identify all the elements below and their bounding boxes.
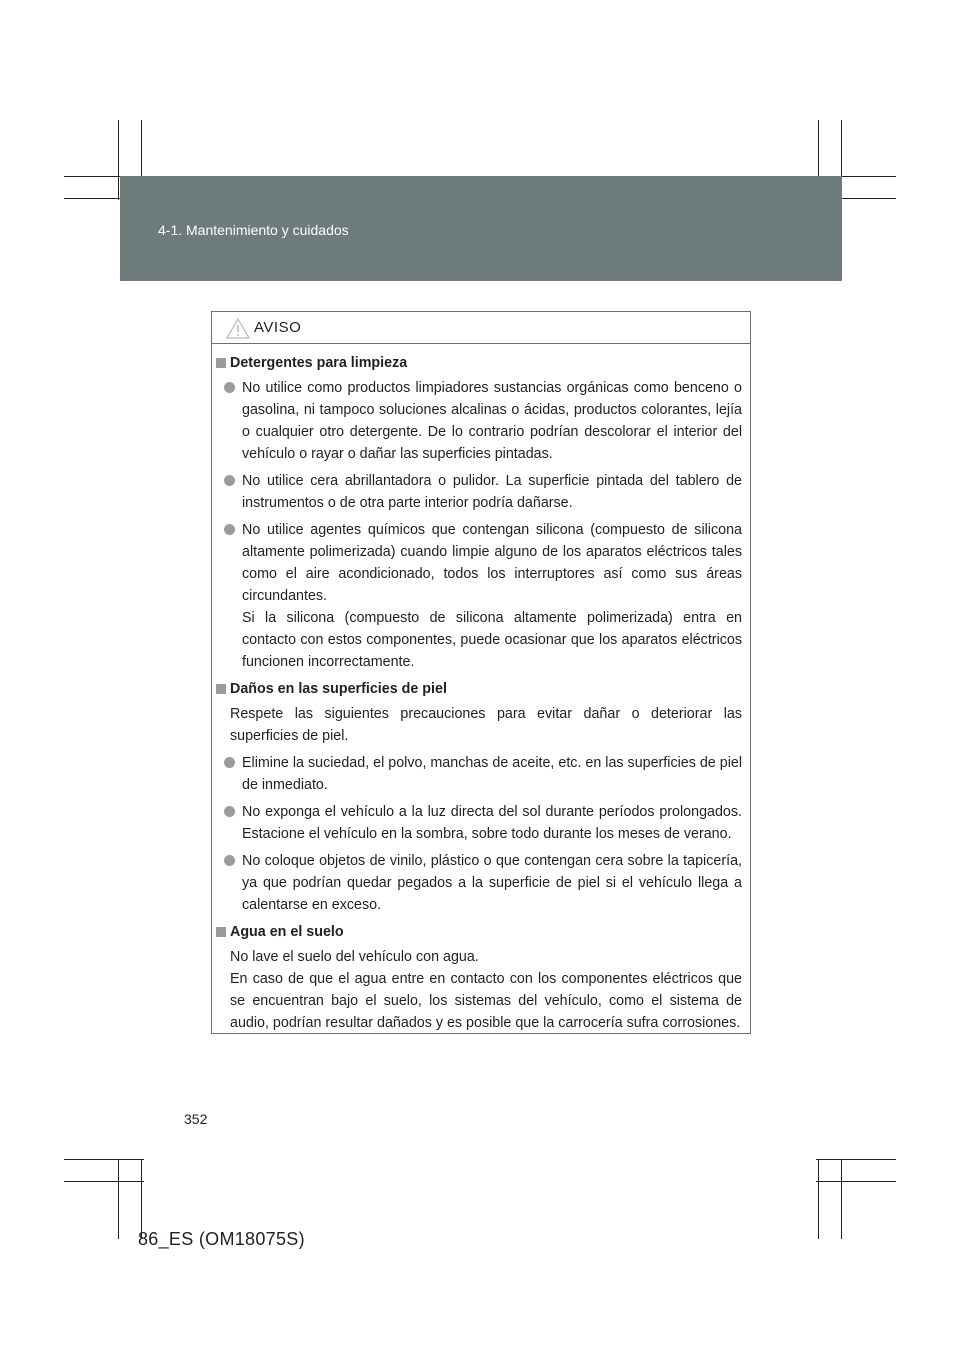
- crop-mark: [118, 120, 119, 200]
- crop-mark: [816, 1159, 896, 1160]
- square-bullet-icon: [216, 927, 226, 937]
- circle-bullet-icon: [224, 524, 235, 535]
- warning-box: [211, 311, 751, 1034]
- page-number: 352: [184, 1111, 208, 1127]
- warning-triangle-icon: [226, 318, 250, 339]
- crop-mark: [841, 1159, 842, 1239]
- warning-title: AVISO: [254, 319, 302, 336]
- bullet-text: No exponga el vehículo a la luz directa del sol durante períodos prolongados. Estacione el vehículo en la sombra, sobre todo durante los meses de verano.: [242, 804, 742, 842]
- section-title: 4-1. Mantenimiento y cuidados: [158, 222, 349, 238]
- bullet-item: [212, 377, 742, 465]
- square-bullet-icon: [216, 358, 226, 368]
- bullet-text: No utilice agentes químicos que contengan silicona (compuesto de silicona altamente polimerizada) cuando limpie alguno de los aparatos eléctricos tales como el aire acondicionado, todos los interruptores así como sus áreas circundantes. Si la silicona (compuesto de silicona altamente polimerizada) entra en contacto con estos componentes, puede ocasionar que los aparatos eléctricos funcionen incorrectamente.: [242, 522, 742, 670]
- bullet-item: [212, 752, 742, 796]
- warning-header: [212, 312, 750, 344]
- document-code: 86_ES (OM18075S): [138, 1229, 305, 1249]
- crop-mark: [64, 1181, 144, 1182]
- bullet-item: [212, 850, 742, 916]
- bullet-text: Elimine la suciedad, el polvo, manchas de aceite, etc. en las superficies de piel de inmediato.: [242, 755, 742, 793]
- bullet-item: [212, 470, 742, 514]
- circle-bullet-icon: [224, 382, 235, 393]
- section-intro: No lave el suelo del vehículo con agua. En caso de que el agua entre en contacto con los componentes eléctricos que se encuentran bajo el suelo, los sistemas del vehículo, como el sistema de audio, podrían resultar dañados y es posible que la carrocería sufra corrosiones.: [230, 949, 742, 1031]
- warning-body: [212, 352, 750, 1039]
- section-heading-text: Agua en el suelo: [230, 924, 344, 940]
- section-heading: [212, 678, 744, 700]
- section-heading-text: Detergentes para limpieza: [230, 355, 408, 371]
- section-heading-text: Daños en las superficies de piel: [230, 681, 447, 697]
- section-intro: Respete las siguientes precauciones para evitar dañar o deteriorar las superficies de piel.: [230, 706, 742, 744]
- circle-bullet-icon: [224, 855, 235, 866]
- circle-bullet-icon: [224, 475, 235, 486]
- section-heading: [212, 921, 744, 943]
- crop-mark: [816, 1181, 896, 1182]
- square-bullet-icon: [216, 684, 226, 694]
- crop-mark: [818, 1159, 819, 1239]
- bullet-text: No utilice cera abrillantadora o pulidor. La superficie pintada del tablero de instrumentos o de otra parte interior podría dañarse.: [242, 473, 742, 511]
- bullet-item: [212, 519, 742, 673]
- crop-mark: [141, 1159, 142, 1239]
- crop-mark: [64, 1159, 144, 1160]
- crop-mark: [118, 1159, 119, 1239]
- bullet-item: [212, 801, 742, 845]
- section-header-bar: [120, 176, 842, 281]
- bullet-text: No coloque objetos de vinilo, plástico o que contengan cera sobre la tapicería, ya que podrían quedar pegados a la superficie de piel si el vehículo llega a calentarse en exceso.: [242, 853, 742, 913]
- circle-bullet-icon: [224, 757, 235, 768]
- section-heading: [212, 352, 744, 374]
- circle-bullet-icon: [224, 806, 235, 817]
- bullet-text: No utilice como productos limpiadores sustancias orgánicas como benceno o gasolina, ni tampoco soluciones alcalinas o ácidas, productos colorantes, lejía o cualquier otro detergente. De lo contrario podrían descolorar el interior del vehículo o rayar o dañar las superficies pintadas.: [242, 380, 742, 462]
